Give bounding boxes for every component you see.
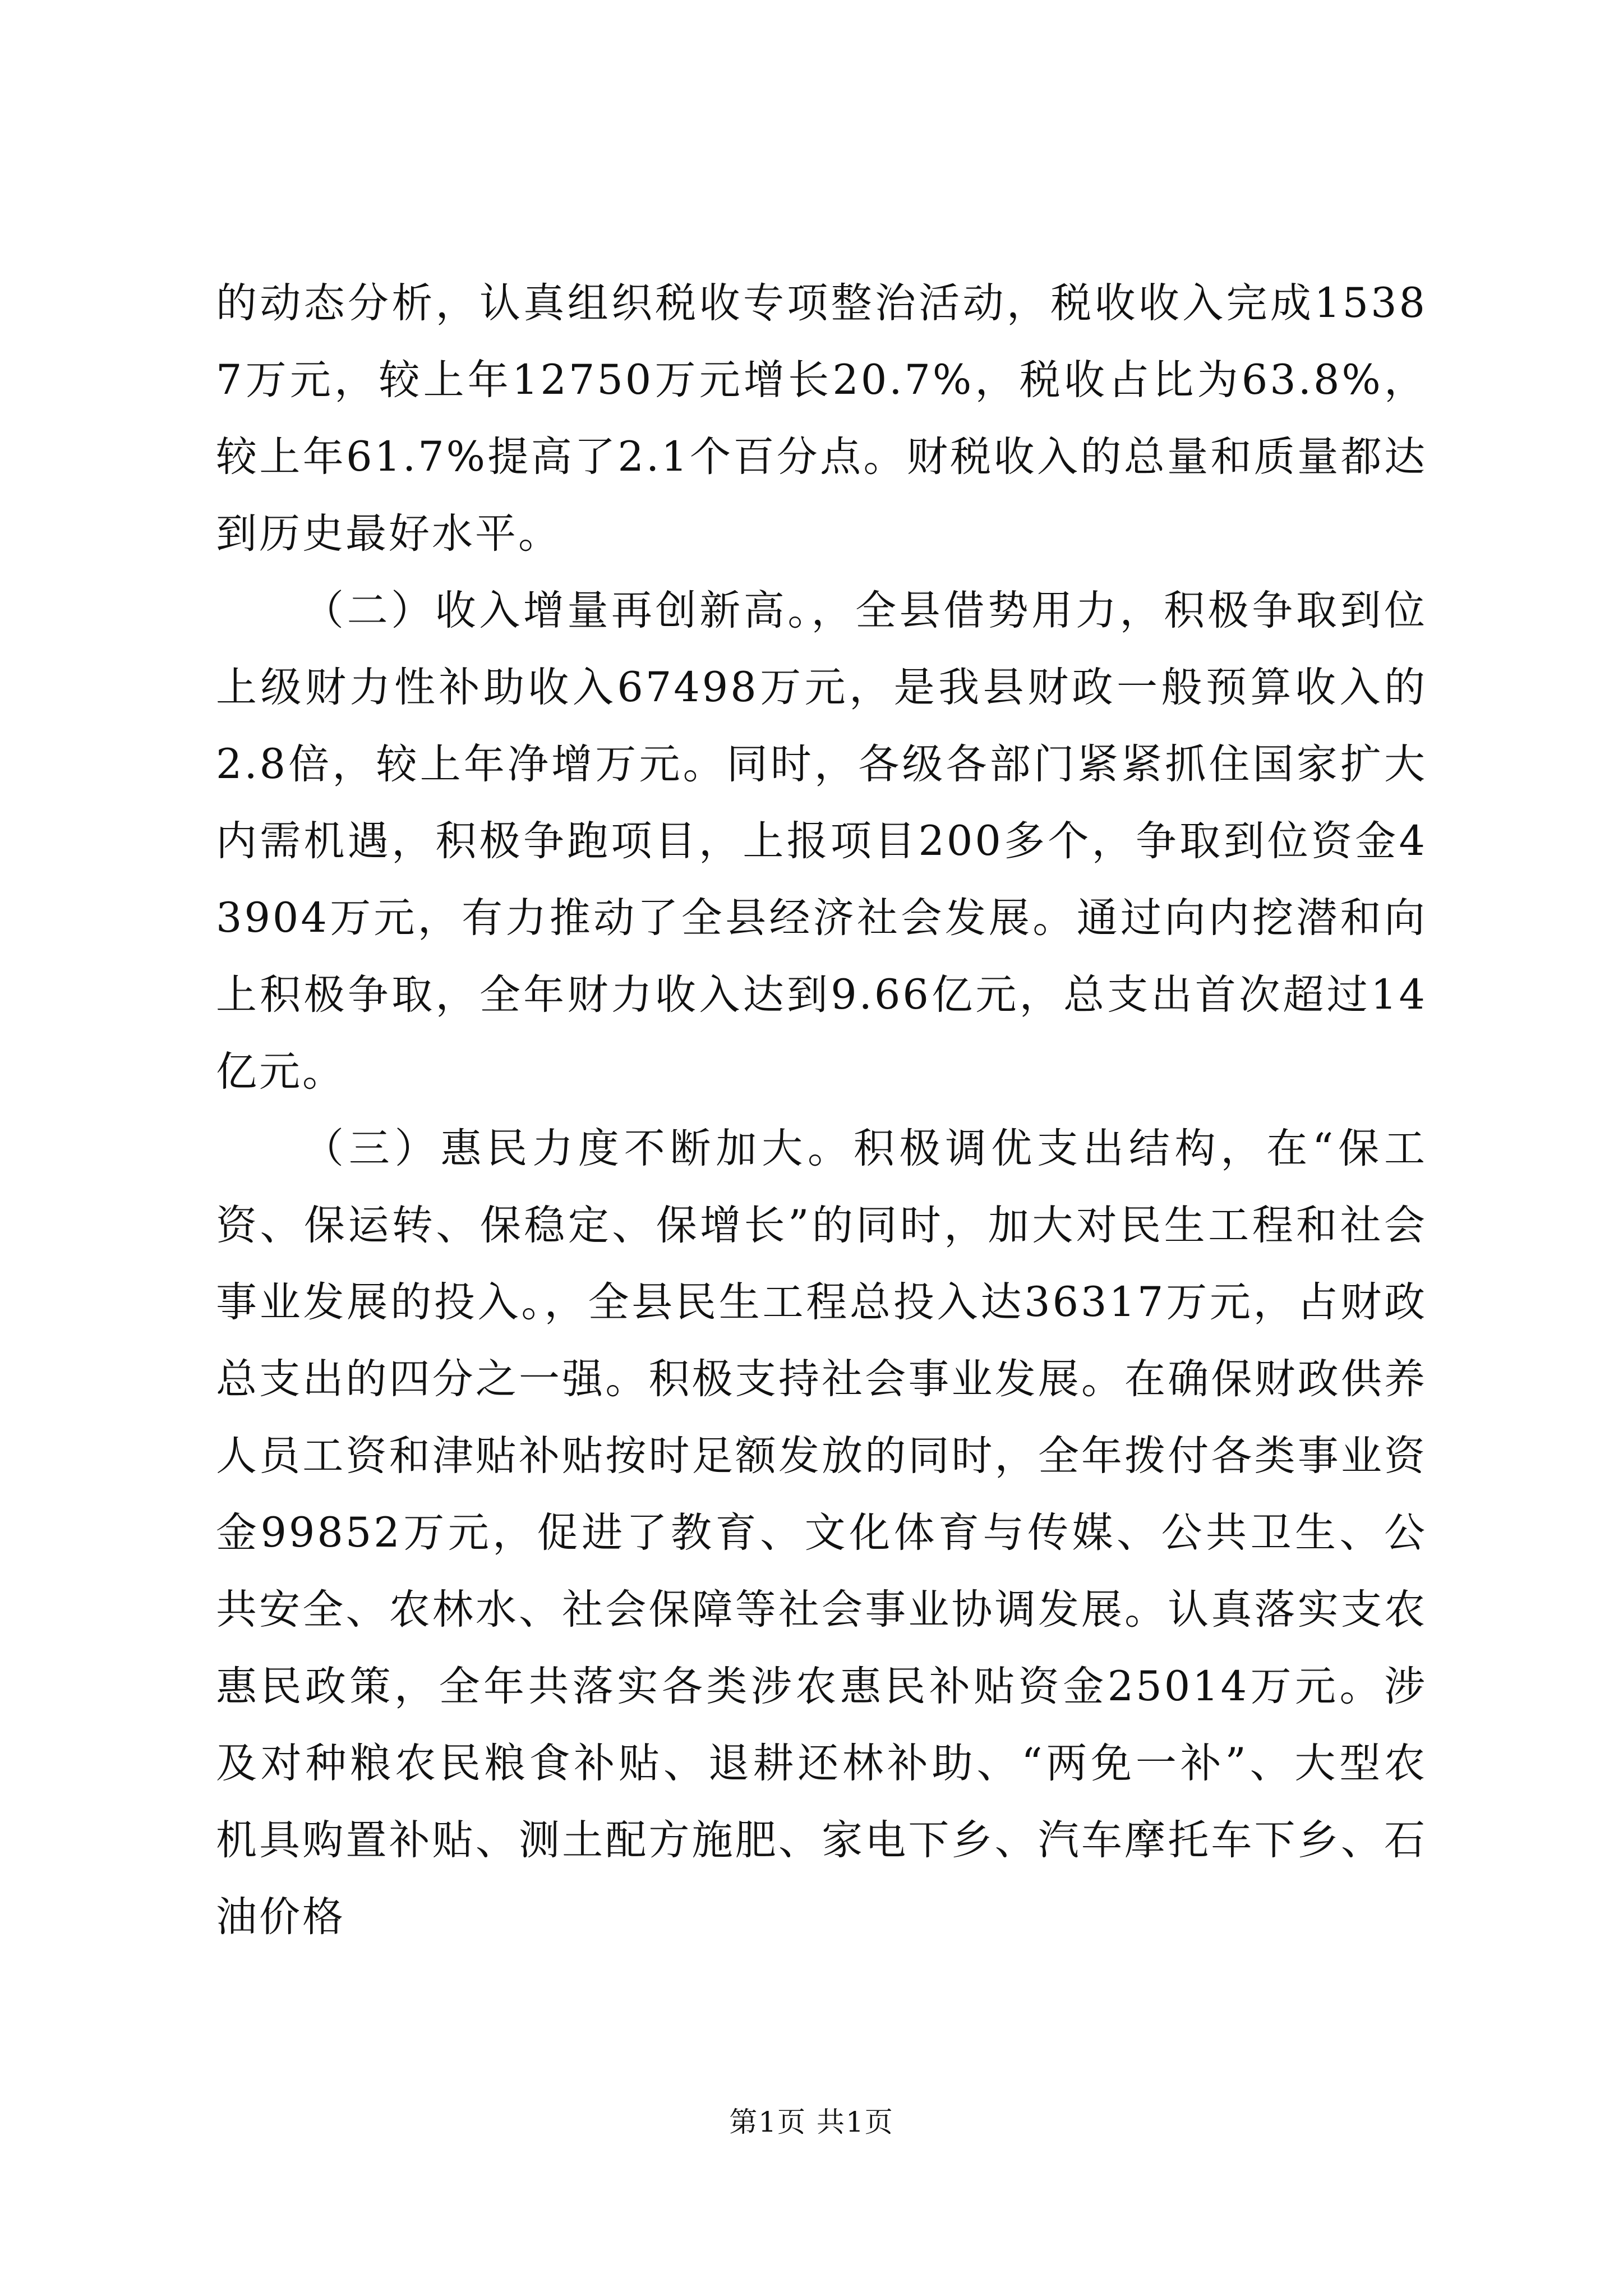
paragraph-section-three: （三）惠民力度不断加大。积极调优支出结构，在“保工资、保运转、保稳定、保增长”的同时，加大对民生工程和社会事业发展的投入。，全县民生工程总投入达36317万元，占财政总支出的四分之一强。积极支持社会事业发展。在确保财政供养人员工资和津贴补贴按时足额发放的同时，全年拨付各类事业资金99852万元，促进了教育、文化体育与传媒、公共卫生、公共安全、农林水、社会保障等社会事业协调发展。认真落实支农惠民政策，全年共落实各类涉农惠民补贴资金25014万元。涉及对种粮农民粮食补贴、退耕还林补助、“两免一补”、大型农机具购置补贴、测土配方施肥、家电下乡、汽车摩托车下乡、石油价格 — [216, 1125, 1427, 1941]
page-footer: 第1页 共1页 — [729, 2106, 894, 2138]
document-body — [216, 265, 1427, 1955]
paragraph-continuation: 的动态分析，认真组织税收专项整治活动，税收收入完成15387万元，较上年12750万元增长20.7%，税收占比为63.8%，较上年61.7%提高了2.1个百分点。财税收入的总量和质量都达到历史最好水平。 — [216, 279, 1427, 558]
paragraph-section-two: （二）收入增量再创新高。，全县借势用力，积极争取到位上级财力性补助收入67498万元，是我县财政一般预算收入的2.8倍，较上年净增万元。同时，各级各部门紧紧抓住国家扩大内需机遇，积极争跑项目，上报项目200多个，争取到位资金43904万元，有力推动了全县经济社会发展。通过向内挖潜和向上积极争取，全年财力收入达到9.66亿元，总支出首次超过14亿元。 — [216, 587, 1427, 1096]
